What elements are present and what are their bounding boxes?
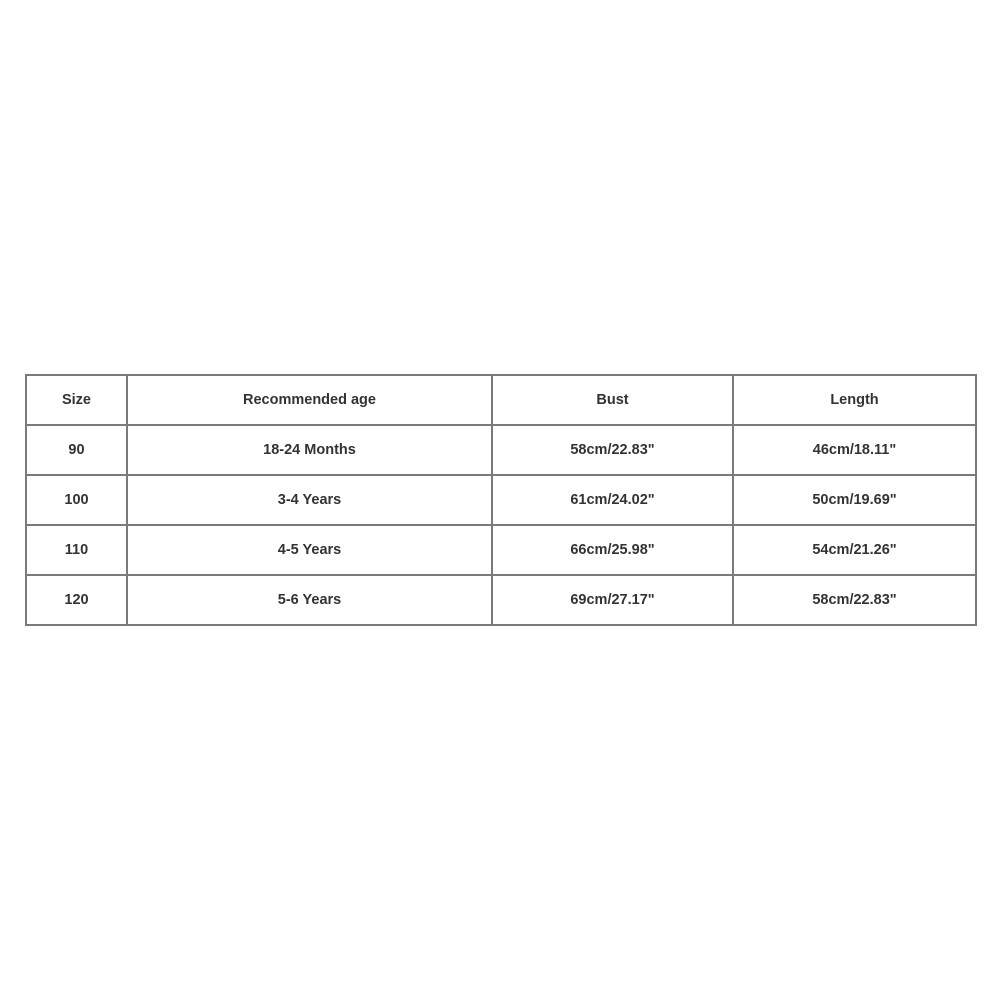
table-row xyxy=(26,475,976,525)
cell-recommended-age: 18-24 Months xyxy=(127,425,492,475)
header-bust: Bust xyxy=(492,375,733,425)
cell-size: 100 xyxy=(26,475,127,525)
cell-recommended-age: 5-6 Years xyxy=(127,575,492,625)
table-row xyxy=(26,525,976,575)
cell-recommended-age: 3-4 Years xyxy=(127,475,492,525)
table-row xyxy=(26,575,976,625)
cell-length: 50cm/19.69" xyxy=(733,475,976,525)
cell-bust: 69cm/27.17" xyxy=(492,575,733,625)
cell-size: 120 xyxy=(26,575,127,625)
header-length: Length xyxy=(733,375,976,425)
cell-length: 46cm/18.11" xyxy=(733,425,976,475)
cell-bust: 61cm/24.02" xyxy=(492,475,733,525)
size-chart-table xyxy=(25,374,977,626)
cell-size: 90 xyxy=(26,425,127,475)
cell-size: 110 xyxy=(26,525,127,575)
table-row xyxy=(26,425,976,475)
cell-length: 54cm/21.26" xyxy=(733,525,976,575)
cell-bust: 66cm/25.98" xyxy=(492,525,733,575)
cell-bust: 58cm/22.83" xyxy=(492,425,733,475)
cell-recommended-age: 4-5 Years xyxy=(127,525,492,575)
header-size: Size xyxy=(26,375,127,425)
table-header-row xyxy=(26,375,976,425)
header-recommended-age: Recommended age xyxy=(127,375,492,425)
cell-length: 58cm/22.83" xyxy=(733,575,976,625)
